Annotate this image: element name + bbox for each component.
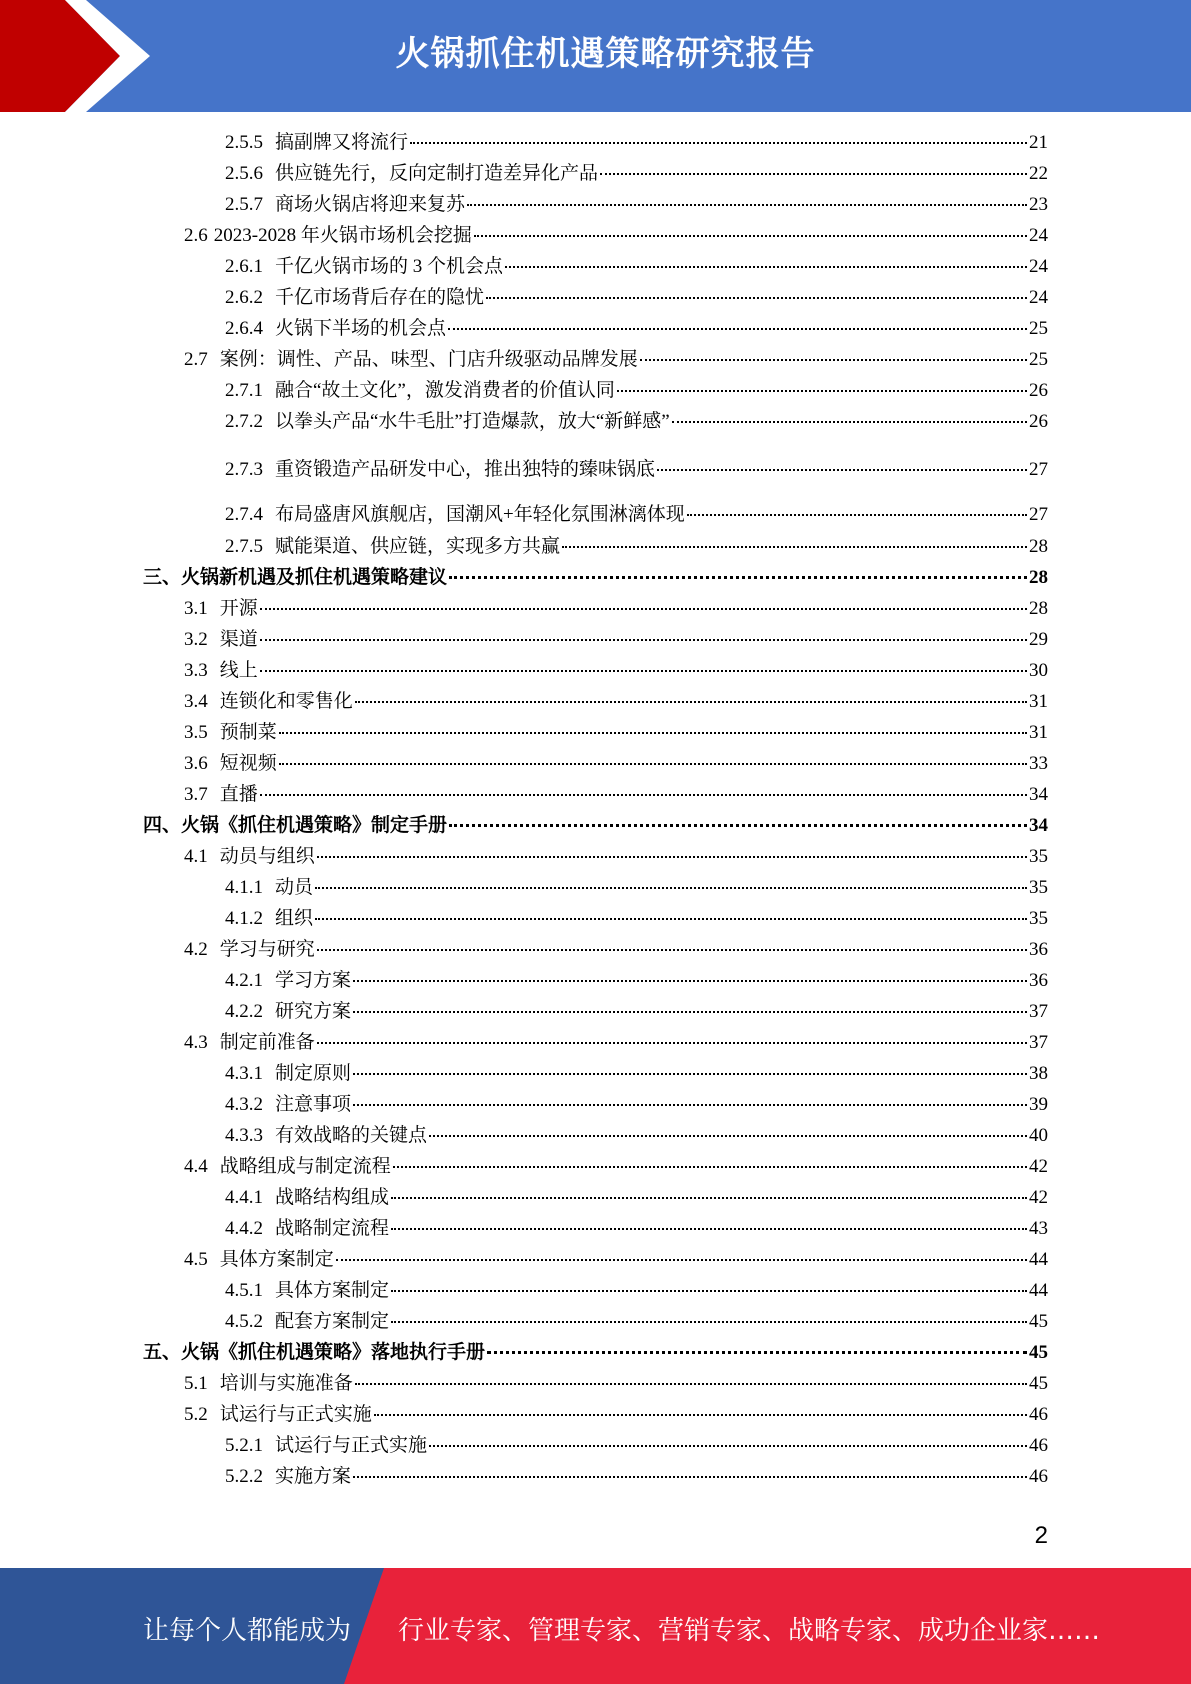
toc-entry[interactable] — [184, 628, 1048, 652]
toc-dot-leader — [353, 1073, 1027, 1075]
toc-dot-leader — [317, 856, 1027, 858]
toc-dot-leader — [317, 1042, 1027, 1044]
toc-dot-leader — [487, 1351, 1027, 1354]
toc-dot-leader — [279, 732, 1027, 734]
toc-entry-page: 28 — [1029, 567, 1048, 588]
toc-entry-page: 44 — [1029, 1280, 1048, 1301]
toc-entry[interactable] — [225, 317, 1048, 341]
toc-entry-page: 21 — [1029, 132, 1048, 153]
toc-entry-title: 开源 — [219, 598, 258, 619]
toc-entry-number: 4.3 — [184, 1032, 208, 1053]
toc-entry[interactable] — [225, 1310, 1048, 1334]
toc-entry-title: 试运行与正式实施 — [275, 1435, 428, 1456]
toc-entry-title: 以拳头产品“水牛毛肚”打造爆款，放大“新鲜感” — [275, 411, 670, 432]
toc-entry[interactable] — [225, 1000, 1048, 1024]
toc-entry[interactable] — [184, 1031, 1048, 1055]
toc-entry-number: 2.7.1 — [225, 380, 263, 401]
footer-roles: 行业专家、管理专家、营销专家、战略专家、成功企业家…… — [398, 1616, 1101, 1646]
toc-entry-title: 学习方案 — [275, 970, 352, 991]
toc-entry-page: 26 — [1029, 380, 1048, 401]
toc-entry-page: 27 — [1029, 504, 1048, 525]
toc-entry-number: 2.6.2 — [225, 287, 263, 308]
toc-entry[interactable] — [184, 938, 1048, 962]
toc-entry-page: 42 — [1029, 1187, 1048, 1208]
toc-entry-number: 5.2.1 — [225, 1435, 263, 1456]
toc-entry-number: 2.5.5 — [225, 132, 263, 153]
toc-entry-number: 五、 — [143, 1342, 182, 1363]
toc-entry-title: 战略制定流程 — [275, 1218, 390, 1239]
toc-entry-page: 35 — [1029, 877, 1048, 898]
toc-dot-leader — [600, 173, 1027, 175]
toc-entry[interactable] — [225, 1279, 1048, 1303]
toc-entry-title: 战略组成与制定流程 — [219, 1156, 391, 1177]
toc-dot-leader — [260, 794, 1027, 796]
toc-entry-number: 4.2 — [184, 939, 208, 960]
toc-entry-title: 具体方案制定 — [275, 1280, 390, 1301]
toc-entry-page: 26 — [1029, 411, 1048, 432]
toc-entry-number: 2.7.5 — [225, 536, 263, 557]
page-header — [0, 0, 1191, 112]
toc-entry[interactable] — [225, 969, 1048, 993]
toc-dot-leader — [672, 421, 1027, 423]
toc-dot-leader — [315, 887, 1027, 889]
toc-entry-title: 注意事项 — [275, 1094, 352, 1115]
toc-entry[interactable] — [143, 814, 1048, 838]
toc-entry-number: 三、 — [143, 567, 182, 588]
toc-entry-page: 35 — [1029, 908, 1048, 929]
toc-entry-page: 30 — [1029, 660, 1048, 681]
toc-dot-leader — [391, 1321, 1027, 1323]
toc-entry-number: 4.5.2 — [225, 1311, 263, 1332]
toc-entry-page: 27 — [1029, 459, 1048, 480]
toc-entry-number: 2.6.1 — [225, 256, 263, 277]
toc-entry[interactable] — [184, 845, 1048, 869]
toc-dot-leader — [429, 1135, 1027, 1137]
toc-entry[interactable] — [184, 783, 1048, 807]
toc-entry-number: 3.4 — [184, 691, 208, 712]
toc-dot-leader — [657, 469, 1027, 471]
toc-entry-number: 2.6 — [184, 225, 208, 246]
toc-entry-page: 46 — [1029, 1466, 1048, 1487]
toc-entry-page: 38 — [1029, 1063, 1048, 1084]
toc-entry-number: 4.4.1 — [225, 1187, 263, 1208]
toc-entry-title: 动员与组织 — [219, 846, 315, 867]
toc-dot-leader — [353, 980, 1027, 982]
toc-entry-title: 具体方案制定 — [219, 1249, 334, 1270]
toc-dot-leader — [410, 142, 1027, 144]
toc-entry-page: 45 — [1029, 1373, 1048, 1394]
toc-entry[interactable] — [184, 224, 1048, 248]
toc-entry-title: 商场火锅店将迎来复苏 — [275, 194, 466, 215]
toc-entry-page: 24 — [1029, 225, 1048, 246]
toc-entry[interactable] — [225, 379, 1048, 403]
toc-dot-leader — [353, 1476, 1027, 1478]
toc-entry-number: 2.7.2 — [225, 411, 263, 432]
toc-entry-title: 火锅下半场的机会点 — [275, 318, 447, 339]
toc-entry[interactable] — [143, 1341, 1048, 1365]
toc-dot-leader — [486, 297, 1027, 299]
toc-entry-page: 44 — [1029, 1249, 1048, 1270]
toc-entry-title: 火锅《抓住机遇策略》制定手册 — [181, 815, 448, 836]
toc-entry-title: 渠道 — [219, 629, 258, 650]
toc-entry[interactable] — [184, 348, 1048, 372]
toc-entry-number: 4.5 — [184, 1249, 208, 1270]
toc-entry-number: 2.5.7 — [225, 194, 263, 215]
toc-entry[interactable] — [184, 721, 1048, 745]
toc-entry-number: 2.7.4 — [225, 504, 263, 525]
page-number: 2 — [1034, 1522, 1048, 1549]
toc-dot-leader — [336, 1259, 1027, 1261]
toc-entry[interactable] — [184, 597, 1048, 621]
toc-entry-number: 5.2 — [184, 1404, 208, 1425]
toc-entry-page: 36 — [1029, 939, 1048, 960]
toc-dot-leader — [449, 576, 1027, 579]
toc-dot-leader — [353, 1011, 1027, 1013]
toc-entry-title: 制定前准备 — [219, 1032, 315, 1053]
toc-dot-leader — [391, 1197, 1027, 1199]
toc-entry-number: 4.2.1 — [225, 970, 263, 991]
toc-entry-number: 2.6.4 — [225, 318, 263, 339]
toc-entry-page: 24 — [1029, 256, 1048, 277]
toc-entry-number: 4.3.3 — [225, 1125, 263, 1146]
toc-entry-number: 4.3.1 — [225, 1063, 263, 1084]
toc-entry-number: 3.6 — [184, 753, 208, 774]
toc-entry-title: 重资锻造产品研发中心，推出独特的臻味锅底 — [275, 459, 656, 480]
toc-entry[interactable] — [225, 1062, 1048, 1086]
toc-entry-title: 短视频 — [219, 753, 277, 774]
toc-entry[interactable] — [225, 1434, 1048, 1458]
toc-entry-title: 2023-2028 年火锅市场机会挖掘 — [213, 225, 472, 246]
toc-entry-number: 4.4 — [184, 1156, 208, 1177]
toc-entry-page: 37 — [1029, 1032, 1048, 1053]
toc-entry-number: 4.2.2 — [225, 1001, 263, 1022]
toc-entry-title: 制定原则 — [275, 1063, 352, 1084]
page-footer — [0, 1568, 1191, 1684]
toc-entry[interactable] — [184, 690, 1048, 714]
toc-entry-number: 3.3 — [184, 660, 208, 681]
toc-entry-number: 3.2 — [184, 629, 208, 650]
toc-entry-number: 4.1 — [184, 846, 208, 867]
toc-entry[interactable] — [225, 876, 1048, 900]
toc-entry[interactable] — [184, 752, 1048, 776]
toc-entry-page: 34 — [1029, 784, 1048, 805]
toc-entry-number: 2.7.3 — [225, 459, 263, 480]
toc-entry-page: 36 — [1029, 970, 1048, 991]
toc-dot-leader — [260, 670, 1027, 672]
toc-dot-leader — [391, 1228, 1027, 1230]
toc-entry-number: 2.7 — [184, 349, 208, 370]
toc-entry-number: 5.1 — [184, 1373, 208, 1394]
toc-dot-leader — [448, 328, 1027, 330]
toc-entry-page: 29 — [1029, 629, 1048, 650]
toc-entry-page: 25 — [1029, 318, 1048, 339]
toc-entry-number: 4.1.2 — [225, 908, 263, 929]
toc-dot-leader — [640, 359, 1027, 361]
toc-entry-title: 千亿市场背后存在的隐忧 — [275, 287, 485, 308]
toc-entry-page: 35 — [1029, 846, 1048, 867]
toc-entry-page: 45 — [1029, 1311, 1048, 1332]
toc-entry[interactable] — [184, 1372, 1048, 1396]
toc-entry-title: 案例：调性、产品、味型、门店升级驱动品牌发展 — [219, 349, 638, 370]
toc-entry[interactable] — [225, 1124, 1048, 1148]
toc-entry[interactable] — [225, 255, 1048, 279]
toc-dot-leader — [374, 1414, 1027, 1416]
toc-entry[interactable] — [184, 1155, 1048, 1179]
toc-entry-page: 34 — [1029, 815, 1048, 836]
toc-entry[interactable] — [143, 566, 1048, 590]
toc-entry-page: 43 — [1029, 1218, 1048, 1239]
toc-entry-page: 33 — [1029, 753, 1048, 774]
toc-entry-number: 4.5.1 — [225, 1280, 263, 1301]
toc-dot-leader — [355, 701, 1027, 703]
toc-dot-leader — [317, 949, 1027, 951]
toc-dot-leader — [391, 1290, 1027, 1292]
toc-entry-number: 4.3.2 — [225, 1094, 263, 1115]
toc-entry-title: 配套方案制定 — [275, 1311, 390, 1332]
toc-entry-page: 31 — [1029, 722, 1048, 743]
toc-entry-title: 融合“故土文化”，激发消费者的价值认同 — [275, 380, 615, 401]
toc-entry-number: 4.1.1 — [225, 877, 263, 898]
toc-dot-leader — [393, 1166, 1027, 1168]
toc-entry-title: 预制菜 — [219, 722, 277, 743]
toc-entry-title: 试运行与正式实施 — [219, 1404, 372, 1425]
toc-entry-page: 22 — [1029, 163, 1048, 184]
toc-entry[interactable] — [225, 131, 1048, 155]
toc-dot-leader — [260, 608, 1027, 610]
toc-entry[interactable] — [225, 1465, 1048, 1489]
toc-entry-number: 3.5 — [184, 722, 208, 743]
toc-entry[interactable] — [184, 659, 1048, 683]
toc-entry-title: 动员 — [275, 877, 314, 898]
toc-entry-title: 火锅《抓住机遇策略》落地执行手册 — [181, 1342, 486, 1363]
toc-dot-leader — [474, 235, 1027, 237]
toc-entry-number: 4.4.2 — [225, 1218, 263, 1239]
toc-dot-leader — [260, 639, 1027, 641]
toc-entry-page: 28 — [1029, 598, 1048, 619]
toc-entry-title: 培训与实施准备 — [219, 1373, 353, 1394]
toc-dot-leader — [467, 204, 1027, 206]
toc-entry-page: 24 — [1029, 287, 1048, 308]
toc-entry[interactable] — [225, 1217, 1048, 1241]
toc-entry-page: 39 — [1029, 1094, 1048, 1115]
header-title: 火锅抓住机遇策略研究报告 — [395, 34, 816, 74]
footer-slogan: 让每个人都能成为 — [143, 1616, 352, 1646]
toc-entry[interactable] — [225, 1093, 1048, 1117]
toc-entry-title: 布局盛唐风旗舰店，国潮风+年轻化氛围淋漓体现 — [275, 504, 685, 525]
toc-entry[interactable] — [225, 162, 1048, 186]
toc-entry-title: 赋能渠道、供应链，实现多方共赢 — [275, 536, 561, 557]
toc-entry-page: 45 — [1029, 1342, 1048, 1363]
toc-entry-title: 实施方案 — [275, 1466, 352, 1487]
toc-entry-title: 线上 — [219, 660, 258, 681]
toc-entry-number: 3.7 — [184, 784, 208, 805]
toc-entry[interactable] — [184, 1403, 1048, 1427]
toc-entry-title: 搞副牌又将流行 — [275, 132, 409, 153]
toc-dot-leader — [449, 824, 1027, 827]
toc-entry-page: 25 — [1029, 349, 1048, 370]
toc-entry[interactable] — [225, 286, 1048, 310]
toc-entry-title: 千亿火锅市场的 3 个机会点 — [275, 256, 504, 277]
toc-entry-number: 5.2.2 — [225, 1466, 263, 1487]
toc-dot-leader — [353, 1104, 1027, 1106]
toc-entry-page: 23 — [1029, 194, 1048, 215]
toc-entry-title: 研究方案 — [275, 1001, 352, 1022]
toc-entry-page: 40 — [1029, 1125, 1048, 1146]
toc-entry[interactable] — [225, 503, 1048, 527]
toc-dot-leader — [279, 763, 1027, 765]
toc-entry[interactable] — [225, 458, 1048, 482]
toc-entry[interactable] — [184, 1248, 1048, 1272]
toc-entry-page: 31 — [1029, 691, 1048, 712]
toc-entry-title: 有效战略的关键点 — [275, 1125, 428, 1146]
toc-dot-leader — [429, 1445, 1027, 1447]
toc-entry-page: 37 — [1029, 1001, 1048, 1022]
toc-dot-leader — [355, 1383, 1027, 1385]
toc-entry-title: 供应链先行，反向定制打造差异化产品 — [275, 163, 599, 184]
toc-entry-number: 3.1 — [184, 598, 208, 619]
toc-entry-title: 直播 — [219, 784, 258, 805]
toc-dot-leader — [562, 546, 1027, 548]
toc-entry-title: 连锁化和零售化 — [219, 691, 353, 712]
toc-entry[interactable] — [225, 1186, 1048, 1210]
toc-entry-title: 火锅新机遇及抓住机遇策略建议 — [181, 567, 448, 588]
toc-dot-leader — [687, 514, 1027, 516]
toc-dot-leader — [505, 266, 1027, 268]
toc-entry-title: 学习与研究 — [219, 939, 315, 960]
toc-entry[interactable] — [225, 907, 1048, 931]
toc-dot-leader — [617, 390, 1027, 392]
toc-entry[interactable] — [225, 410, 1048, 434]
toc-entry-number: 四、 — [143, 815, 182, 836]
toc-entry-title: 组织 — [275, 908, 314, 929]
toc-entry-number: 2.5.6 — [225, 163, 263, 184]
toc-entry[interactable] — [225, 193, 1048, 217]
toc-entry-page: 46 — [1029, 1404, 1048, 1425]
toc-dot-leader — [315, 918, 1027, 920]
toc-entry-page: 28 — [1029, 536, 1048, 557]
toc-entry-page: 42 — [1029, 1156, 1048, 1177]
toc-entry[interactable] — [225, 535, 1048, 559]
toc-entry-title: 战略结构组成 — [275, 1187, 390, 1208]
toc-entry-page: 46 — [1029, 1435, 1048, 1456]
